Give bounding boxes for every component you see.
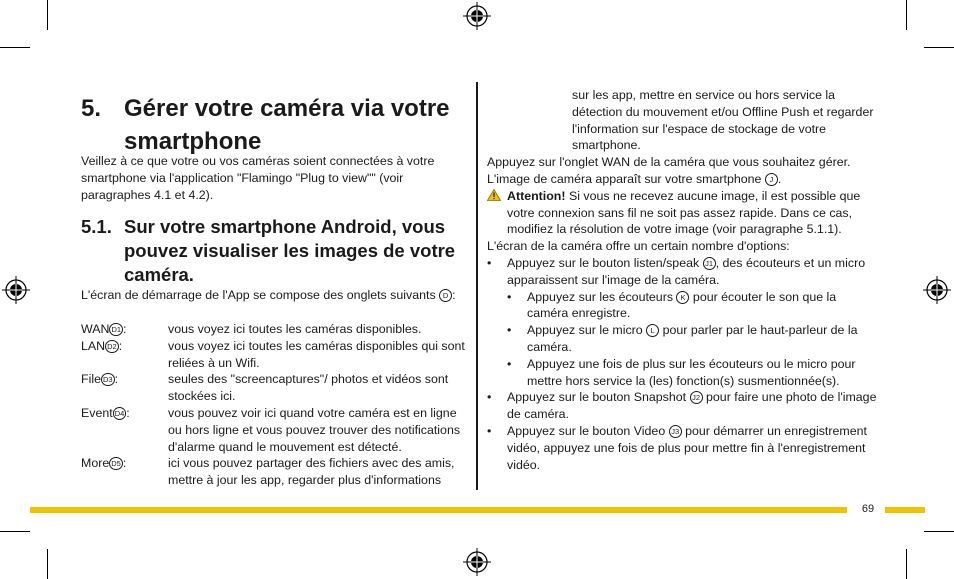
definition-term: LAN bbox=[81, 338, 106, 353]
list-item: • Appuyez une fois de plus sur les écouteurs ou le micro pour mettre hors service la (les) fonction(s) susmentionnée(s). bbox=[507, 356, 856, 388]
attention-note bbox=[487, 188, 877, 238]
warning-triangle-icon bbox=[487, 189, 501, 201]
callout-badge: D2 bbox=[107, 341, 117, 351]
list-item: • Appuyez sur le bouton Video J3 pour démarrer un enregistrement vidéo, appuyez une fois de plus pour mettre fin à l'enregistrement vidéo. bbox=[487, 423, 867, 472]
callout-badge: L bbox=[646, 324, 659, 337]
definition-item: File D3 : seules des "screencaptures"/ photos et vidéos sont stockées ici. bbox=[81, 371, 471, 405]
crop-mark-bottom-right-h bbox=[924, 531, 954, 532]
definition-desc: ici vous pouvez partager des fichiers avec des amis, mettre à jour les app, regarder plus d'informations bbox=[168, 456, 455, 488]
definition-term: Event bbox=[81, 405, 113, 420]
definition-item: WAN D1 : vous voyez ici toutes les caméras disponibles. bbox=[81, 321, 471, 338]
callout-badge: K bbox=[676, 291, 689, 304]
section-title: Gérer votre caméra via votre smartphone bbox=[124, 95, 450, 155]
crop-mark-bottom-right-v bbox=[906, 549, 907, 579]
registration-mark-icon bbox=[462, 547, 492, 577]
definition-item: More D5 : ici vous pouvez partager des fichiers avec des amis, mettre à jour les app, regarder plus d'informations bbox=[81, 455, 471, 489]
options-intro: L'écran de la caméra offre un certain nombre d'options: bbox=[487, 239, 790, 254]
list-item: • Appuyez sur les écouteurs K pour écouter le son que la caméra enregistre. bbox=[507, 289, 837, 321]
crop-mark-bottom-left-h bbox=[0, 531, 30, 532]
definition-item: LAN D2 : vous voyez ici toutes les caméras disponibles qui sont reliées à un Wifi. bbox=[81, 338, 471, 372]
footer-accent-bar bbox=[30, 507, 847, 513]
subsection-number: 5.1. bbox=[81, 216, 112, 237]
crop-mark-bottom-left-v bbox=[47, 549, 48, 579]
crop-mark-top-left-h bbox=[0, 47, 30, 48]
continuation-text: sur les app, mettre en service ou hors service la détection du mouvement et/ou Offline Push et regarder l'information sur l'espace de stockage de votre smartphone. bbox=[572, 88, 874, 153]
callout-badge: D bbox=[439, 289, 452, 302]
subsection-title: Sur votre smartphone Android, vous pouvez visualiser les images de votre caméra. bbox=[124, 216, 456, 285]
definition-desc: vous voyez ici toutes les caméras disponibles. bbox=[168, 322, 422, 336]
definition-term: File bbox=[81, 372, 101, 387]
callout-badge: D4 bbox=[114, 408, 125, 418]
callout-badge: J2 bbox=[690, 391, 703, 404]
definition-desc: vous pouvez voir ici quand votre caméra est en ligne ou hors ligne et vous pouvez trouver des notifications d'alarme quand le mouvement est détecté. bbox=[168, 405, 461, 454]
page-number: 69 bbox=[861, 503, 875, 515]
definition-desc: vous voyez ici toutes les caméras disponibles qui sont reliées à un Wifi. bbox=[168, 338, 465, 370]
intro-paragraph: Veillez à ce que votre ou vos caméras soient connectées à votre smartphone via l'application "Flamingo "Plug to view"" (voir paragraphes 4.1 et 4.2). bbox=[81, 154, 435, 202]
image-appears-line: L'image de caméra apparaît sur votre smartphone J . bbox=[487, 171, 782, 186]
crop-mark-top-left-v bbox=[47, 0, 48, 30]
definition-term: WAN bbox=[81, 322, 110, 336]
attention-label: Attention! bbox=[507, 188, 566, 203]
callout-badge: J3 bbox=[669, 425, 682, 438]
callout-badge: D1 bbox=[111, 325, 122, 334]
column-divider bbox=[476, 82, 478, 490]
callout-badge: D3 bbox=[102, 375, 113, 385]
list-item: • Appuyez sur le micro L pour parler par le haut-parleur de la caméra. bbox=[507, 323, 858, 354]
crop-mark-top-right-h bbox=[924, 47, 954, 48]
callout-badge: J1 bbox=[703, 257, 716, 270]
wan-tab-instruction: Appuyez sur l'onglet WAN de la caméra que vous souhaitez gérer. bbox=[487, 155, 851, 170]
tabs-intro: L'écran de démarrage de l'App se compose des onglets suivants D : bbox=[81, 288, 456, 302]
section-number: 5. bbox=[81, 95, 102, 122]
tab-definitions bbox=[81, 321, 471, 489]
attention-text: Si vous ne recevez aucune image, il est possible que votre connexion sans fil ne soit pas assez rapide. Dans ce cas, modifiez la résolution de votre image (voir paragraphe 5.1.1). bbox=[507, 188, 861, 237]
registration-mark-icon bbox=[1, 275, 31, 305]
callout-badge: J bbox=[765, 173, 778, 186]
definition-term: More bbox=[81, 456, 110, 471]
definition-item: Event D4 : vous pouvez voir ici quand votre caméra est en ligne ou hors ligne et vous pouvez trouver des notifications d'alarme quand le mouvement est détecté. bbox=[81, 405, 471, 455]
registration-mark-icon bbox=[462, 1, 492, 31]
registration-mark-icon bbox=[922, 275, 952, 305]
list-item: • Appuyez sur le bouton Snapshot J2 pour faire une photo de l'image de caméra. bbox=[487, 390, 877, 422]
crop-mark-top-right-v bbox=[906, 0, 907, 30]
sub-list bbox=[487, 289, 877, 390]
definition-desc: seules des "screencaptures"/ photos et vidéos sont stockées ici. bbox=[168, 372, 449, 404]
footer-accent-bar bbox=[885, 507, 925, 513]
list-item: • Appuyez sur le bouton listen/speak J1 , des écouteurs et un micro apparaissent sur l'image de la caméra. bbox=[487, 255, 866, 287]
callout-badge: D5 bbox=[111, 459, 121, 469]
right-column bbox=[487, 87, 877, 473]
